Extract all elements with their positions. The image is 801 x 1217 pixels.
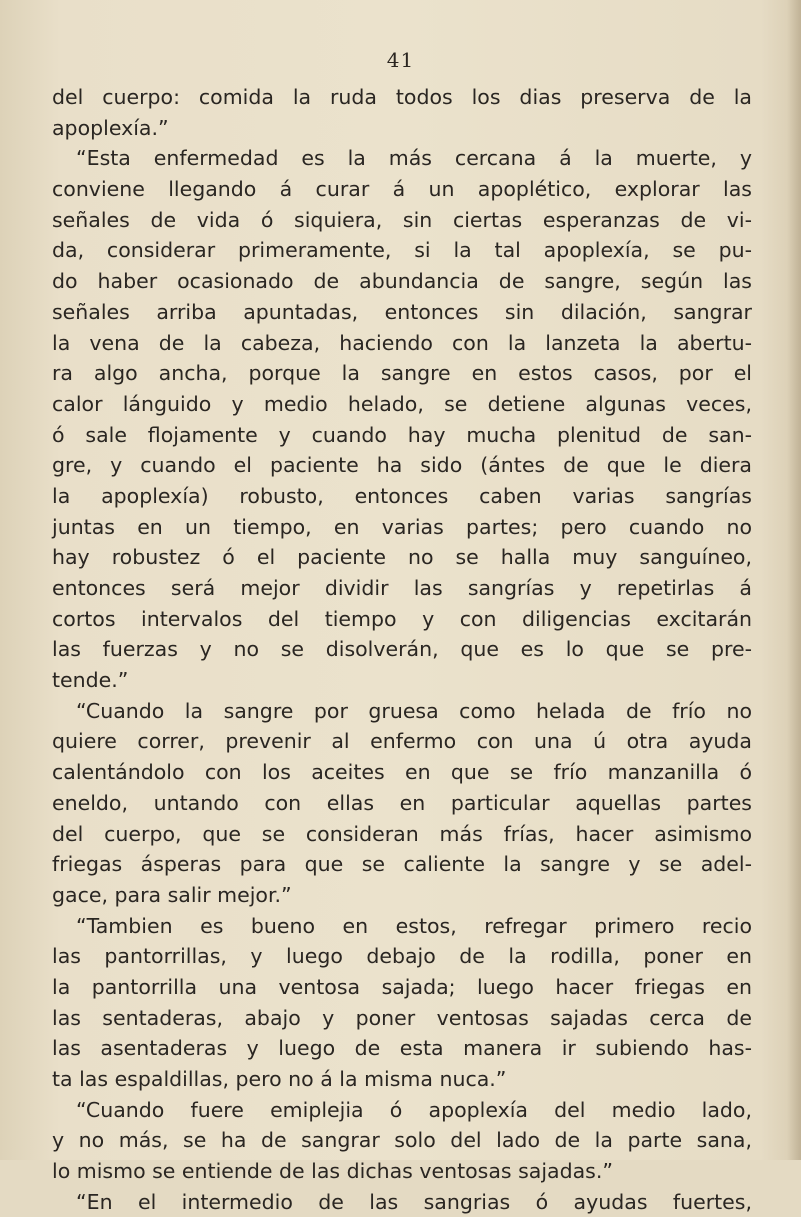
page-number: 41 — [386, 48, 415, 72]
text-line: eneldo, untando con ellas en particular aquellas partes — [52, 790, 752, 815]
text-line: las sentaderas, abajo y poner ventosas sajadas cerca de — [52, 1005, 752, 1030]
text-line: hay robustez ó el paciente no se halla muy sanguíneo, — [52, 545, 752, 570]
text-line: lo mismo se entiende de las dichas ventosas sajadas.” — [52, 1159, 613, 1184]
text-line: gre, y cuando el paciente ha sido (ántes de que le diera — [52, 453, 752, 478]
text-line: juntas en un tiempo, en varias partes; pero cuando no — [52, 514, 752, 539]
text-line: la vena de la cabeza, haciendo con la lanzeta la abertu- — [52, 330, 752, 355]
text-line: “En el intermedio de las sangrias ó ayudas fuertes, — [76, 1189, 752, 1214]
text-line: calentándolo con los aceites en que se frío manzanilla ó — [52, 760, 752, 785]
text-line: “Tambien es bueno en estos, refregar primero recio — [76, 913, 752, 938]
text-line: apoplexía.” — [52, 115, 169, 140]
text-line: ta las espaldillas, pero no á la misma nuca.” — [52, 1067, 507, 1091]
text-line: las fuerzas y no se disolverán, que es lo que se pre- — [52, 637, 752, 662]
text-line: ó sale flojamente y cuando hay mucha plenitud de san- — [52, 422, 752, 447]
text-line: y no más, se ha de sangrar solo del lado de la parte sana, — [52, 1128, 752, 1153]
text-line: cortos intervalos del tiempo y con diligencias excitarán — [52, 606, 752, 631]
text-line: calor lánguido y medio helado, se detiene algunas veces, — [52, 391, 752, 416]
text-line: las pantorrillas, y luego debajo de la rodilla, poner en — [52, 944, 752, 969]
text-line: señales de vida ó siquiera, sin ciertas esperanzas de vi- — [52, 207, 752, 232]
text-line: “Esta enfermedad es la más cercana á la muerte, y — [76, 146, 752, 171]
body-text — [52, 82, 752, 1217]
text-line: señales arriba apuntadas, entonces sin dilación, sangrar — [52, 299, 752, 324]
text-line: la pantorrilla una ventosa sajada; luego hacer friegas en — [52, 974, 752, 999]
text-line: “Cuando la sangre por gruesa como helada de frío no — [76, 698, 752, 723]
text-line: del cuerpo, que se consideran más frías, hacer asimismo — [52, 821, 752, 846]
text-line: quiere correr, prevenir al enfermo con una ú otra ayuda — [52, 729, 752, 754]
text-line: “Cuando fuere emiplejia ó apoplexía del medio lado, — [76, 1097, 752, 1122]
text-line: friegas ásperas para que se caliente la sangre y se adel- — [52, 852, 752, 877]
text-line: do haber ocasionado de abundancia de sangre, según las — [52, 269, 752, 294]
text-line: la apoplexía) robusto, entonces caben varias sangrías — [52, 483, 752, 508]
text-line: las asentaderas y luego de esta manera ir subiendo has- — [52, 1036, 752, 1061]
page-edge-shadow — [787, 0, 801, 1160]
text-line: conviene llegando á curar á un apoplético, explorar las — [52, 177, 752, 202]
text-line: del cuerpo: comida la ruda todos los dias preserva de la — [52, 85, 752, 109]
text-line: da, considerar primeramente, si la tal apoplexía, se pu- — [52, 238, 752, 263]
text-line: gace, para salir mejor.” — [52, 882, 292, 907]
text-line: tende.” — [52, 668, 129, 693]
text-line: ra algo ancha, porque la sangre en estos casos, por el — [52, 361, 752, 386]
text-line: entonces será mejor dividir las sangrías y repetirlas á — [52, 576, 752, 600]
